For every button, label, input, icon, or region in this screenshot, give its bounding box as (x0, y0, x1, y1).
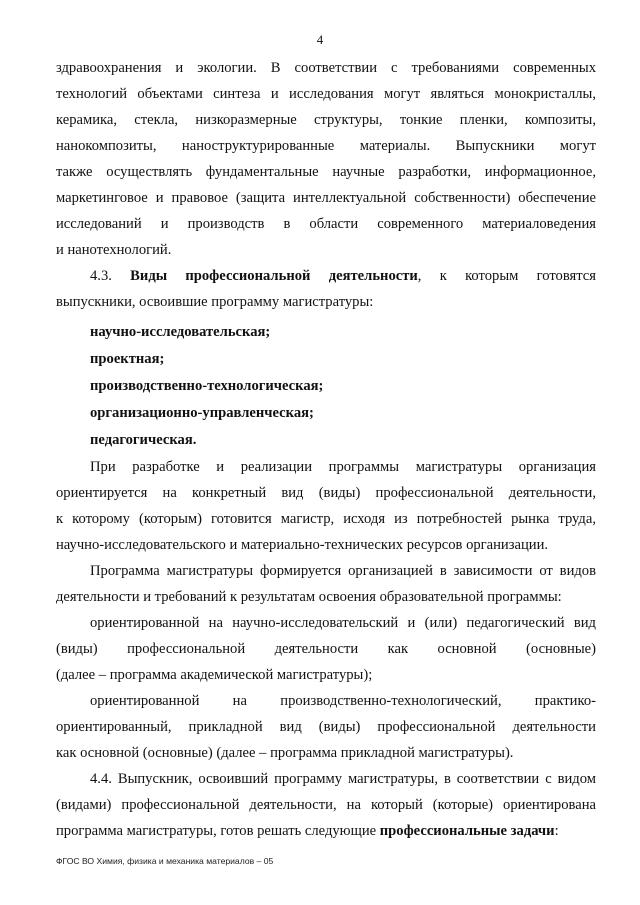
text-line: (далее – программа академической магистратуры); (56, 667, 373, 683)
text-line (56, 821, 596, 841)
text-line: как основной (основные) (далее – программа прикладной магистратуры). (56, 745, 514, 761)
text-line: нанокомпозиты, наноструктурированные материалы. Выпускники могут (56, 138, 596, 154)
text-line: также осуществлять фундаментальные научные разработки, информационное, (56, 164, 596, 180)
text-line: маркетинговое и правовое (защита интеллектуальной собственности) обеспечение (56, 190, 596, 206)
text-line: научно-исследовательского и материально-технических ресурсов организации. (56, 537, 549, 553)
page-footer: ФГОС ВО Химия, физика и механика материалов – 05 (56, 856, 274, 866)
text-line: ориентированной на производственно-технологический, практико- (90, 693, 596, 709)
text-line: и нанотехнологий. (56, 242, 172, 258)
list-item: производственно-технологическая; (90, 378, 324, 394)
text-span: : (554, 823, 559, 839)
text-line: технологий объектами синтеза и исследования могут являться монокристаллы, (56, 86, 596, 102)
text-line: (виды) профессиональной деятельности как основной (основные) (56, 641, 596, 657)
section-heading-4-4: 4.4. Выпускник, освоивший программу магистратуры, в соответствии с видом (90, 771, 596, 787)
bold-term: Виды профессиональной деятельности (130, 268, 418, 284)
text-line: Программа магистратуры формируется организацией в зависимости от видов (90, 563, 596, 579)
section-number: 4.3. (90, 268, 112, 284)
list-item: научно-исследовательская; (90, 324, 271, 340)
text-span: программа магистратуры, готов решать следующие (56, 823, 380, 839)
bold-term: профессиональные задачи (379, 823, 555, 839)
text-line: выпускники, освоившие программу магистратуры: (56, 294, 374, 310)
list-item: педагогическая. (90, 432, 197, 448)
text-line: деятельности и требований к результатам освоения образовательной программы: (56, 589, 562, 605)
page-number: 4 (316, 32, 324, 47)
list-item: организационно-управленческая; (90, 405, 314, 421)
text-line: исследований и производств в области современного материаловедения (56, 216, 596, 232)
text-line: здравоохранения и экологии. В соответствии с требованиями современных (56, 60, 596, 76)
text-line: (видами) профессиональной деятельности, на который (которые) ориентирована (56, 797, 596, 813)
text-line: ориентированный, прикладной вид (виды) профессиональной деятельности (56, 719, 596, 735)
section-heading-4-3 (90, 266, 596, 286)
text-span: , к которым готовятся (417, 268, 596, 284)
text-line: При разработке и реализации программы магистратуры организация (90, 459, 596, 475)
text-line: ориентируется на конкретный вид (виды) профессиональной деятельности, (56, 485, 596, 501)
list-item: проектная; (90, 351, 165, 367)
text-line: ориентированной на научно-исследовательский и (или) педагогический вид (90, 615, 596, 631)
text-line: керамика, стекла, низкоразмерные структуры, тонкие пленки, композиты, (56, 112, 596, 128)
text-line: к которому (которым) готовится магистр, исходя из потребностей рынка труда, (56, 511, 596, 527)
